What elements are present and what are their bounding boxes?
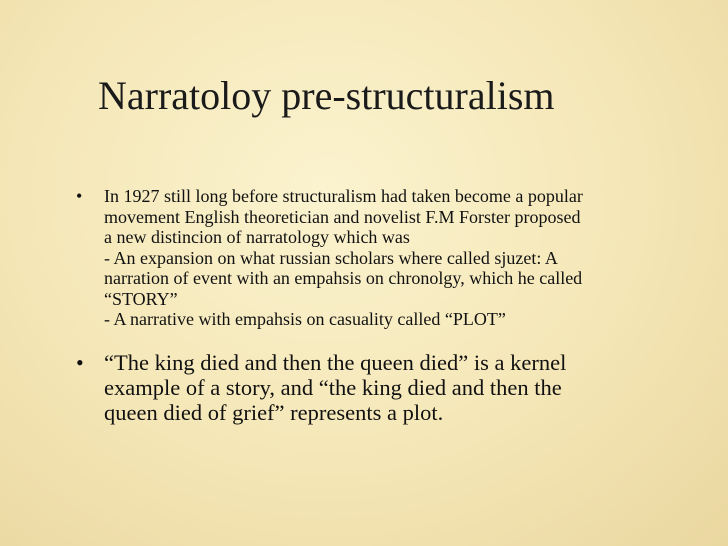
- bullet-marker: •: [76, 349, 84, 375]
- bullet-item-1: [72, 186, 692, 330]
- bullet-2-line-1: “The king died and then the queen died” is a kernel: [104, 349, 567, 375]
- bullet-marker: •: [76, 186, 83, 206]
- bullet-1-line-6: “STORY”: [104, 288, 178, 309]
- bullet-1-line-7: - A narrative with empahsis on casuality called “PLOT”: [104, 309, 506, 329]
- bullet-1-line-4: - An expansion on what russian scholars where called sjuzet: A: [104, 247, 558, 268]
- bullet-1-line-3: a new distincion of narratology which was: [104, 227, 410, 247]
- bullet-list: [72, 186, 692, 425]
- bullet-1-line-5: narration of event with an empahsis on chronolgy, which he called: [104, 268, 583, 288]
- bullet-item-2: [72, 350, 692, 425]
- bullet-2-line-3: queen died of grief” represents a plot.: [104, 399, 444, 425]
- bullet-2-line-2: example of a story, and “the king died and then the: [104, 374, 562, 400]
- bullet-1-line-2: movement English theoretician and novelist F.M Forster proposed: [104, 206, 581, 227]
- slide-title: Narratoloy pre-structuralism: [98, 73, 555, 118]
- bullet-1-line-1: In 1927 still long before structuralism had taken become a popular: [104, 186, 583, 206]
